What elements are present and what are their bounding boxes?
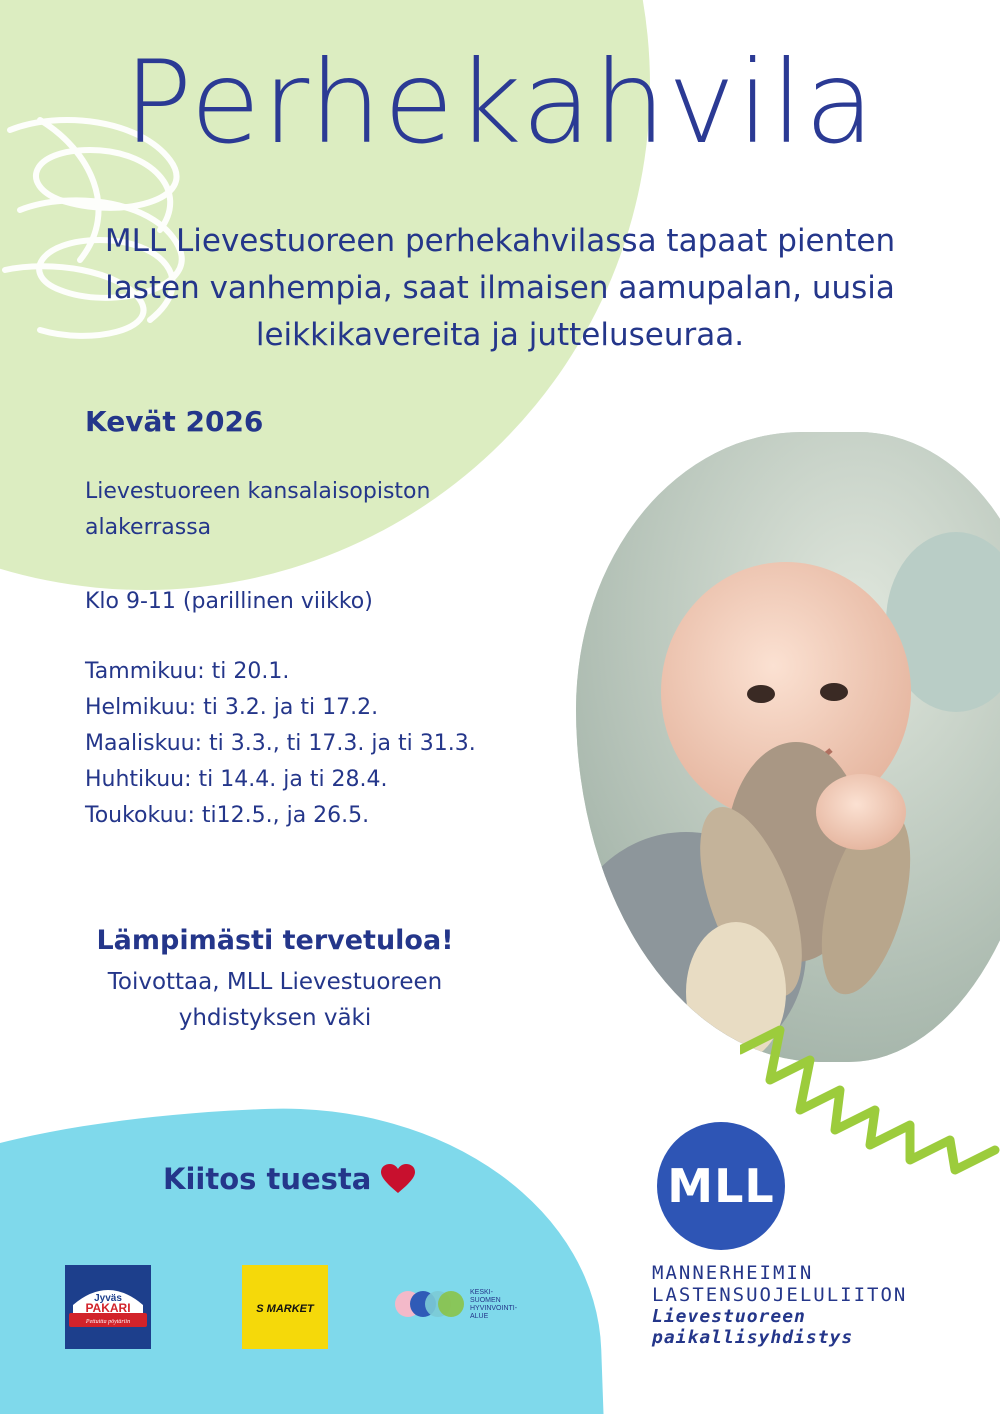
- blue-wave-decoration: [0, 1098, 607, 1414]
- mll-local-line-2: paikallisyhdistys: [652, 1327, 854, 1348]
- intro-text: MLL Lievestuoreen perhekahvilassa tapaat pienten lasten vanhempia, saat ilmaisen aamupalan, uusia leikkikavereita ja jutteluseuraa.: [104, 223, 896, 353]
- location-text: Lievestuoreen kansalaisopiston alakerrassa: [85, 479, 431, 540]
- s-market-logo: [242, 1265, 328, 1349]
- mll-logo: MLL: [657, 1122, 785, 1250]
- keski-suomen-hyvinvointialue-logo: [390, 1280, 540, 1330]
- welcome-line-2: yhdistyksen väki: [178, 1005, 372, 1031]
- ks-line-1: KESKI-: [470, 1289, 493, 1296]
- mll-organization-name: [652, 1262, 907, 1348]
- smarket-text: S MARKET: [256, 1303, 314, 1315]
- date-item-january: Tammikuu: ti 20.1.: [85, 659, 290, 684]
- mll-local-line-1: Lievestuoreen: [652, 1306, 806, 1327]
- date-item-february: Helmikuu: ti 3.2. ja ti 17.2.: [85, 695, 379, 720]
- page-title: Perhekahvila: [123, 36, 877, 169]
- mll-org-line-2: LASTENSUOJELULIITON: [652, 1284, 908, 1306]
- welcome-title: Lämpimästi tervetuloa!: [96, 925, 454, 956]
- dates-list: [85, 654, 476, 834]
- date-item-march: Maaliskuu: ti 3.3., ti 17.3. ja ti 31.3.: [85, 731, 476, 756]
- thanks-text: Kiitos tuesta: [163, 1162, 372, 1196]
- date-item-april: Huhtikuu: ti 14.4. ja ti 28.4.: [85, 767, 388, 792]
- jyvas-pakari-logo: [65, 1265, 151, 1349]
- heart-icon: [381, 1164, 415, 1194]
- zigzag-decoration: [740, 1010, 1000, 1180]
- date-item-may: Toukokuu: ti12.5., ja 26.5.: [85, 803, 370, 828]
- ks-line-2: SUOMEN: [470, 1297, 501, 1304]
- mll-org-line-1: MANNERHEIMIN: [652, 1262, 814, 1284]
- baby-photo: [576, 432, 1000, 1062]
- thanks-line: [163, 1162, 415, 1196]
- jyvas-tag-text: Pettuitta pöytäriin: [85, 1319, 131, 1325]
- jyvas-main-text: PAKARI: [85, 1301, 131, 1315]
- welcome-line-1: Toivottaa, MLL Lievestuoreen: [107, 969, 443, 995]
- jyvas-top-text: Jyväs: [94, 1293, 122, 1304]
- ks-line-3: HYVINVOINTI-: [470, 1305, 518, 1312]
- season-heading: Kevät 2026: [85, 405, 264, 438]
- ks-line-4: ALUE: [470, 1313, 489, 1320]
- welcome-block: [60, 925, 490, 1036]
- time-text: Klo 9-11 (parillinen viikko): [85, 589, 373, 614]
